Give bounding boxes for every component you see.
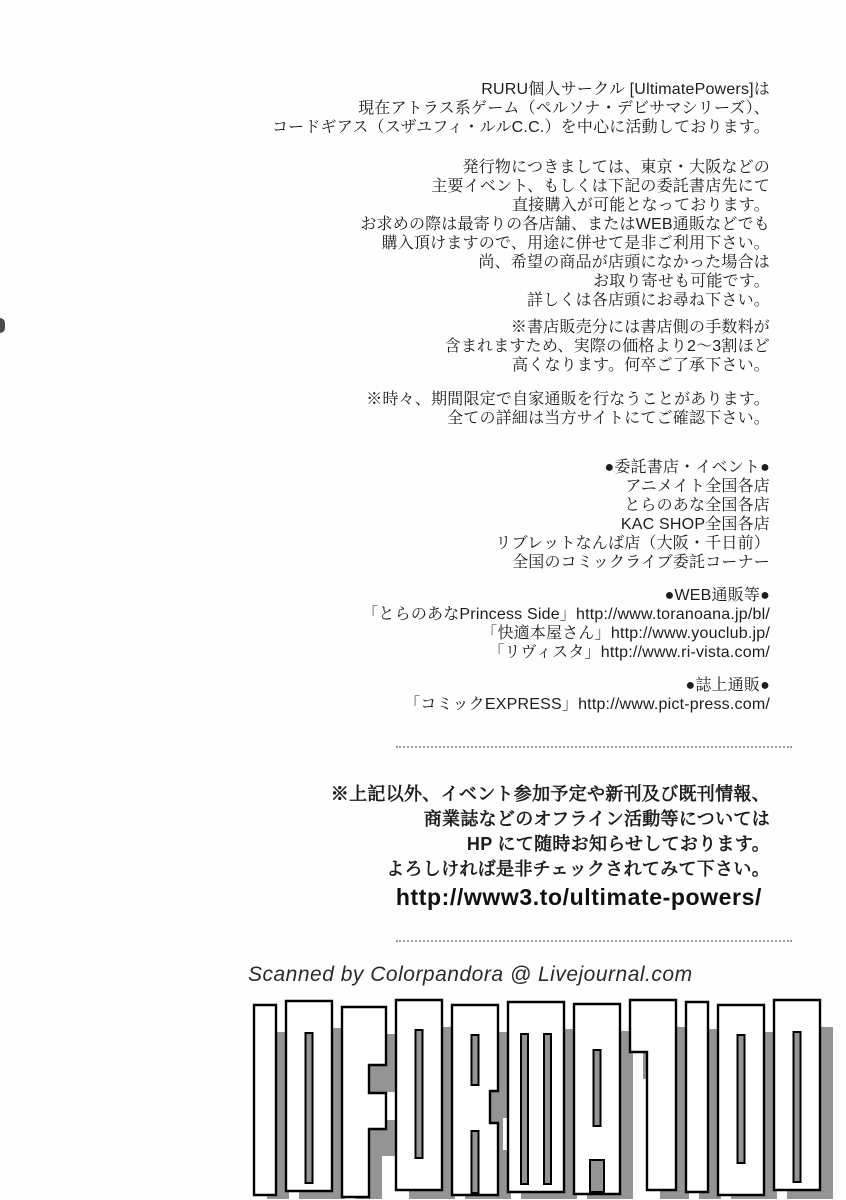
consignment-stores-list (130, 477, 770, 572)
text-line: HP にて随時お知らせしております。 (466, 834, 770, 854)
text-line: ※時々、期間限定で自家通販を行なうことがあります。 (366, 391, 770, 408)
web-sales-block (130, 586, 770, 662)
text-line: お求めの際は最寄りの各店舗、またはWEB通販などでも (360, 216, 770, 233)
text-line: 尚、希望の商品が店頭になかった場合は (478, 254, 770, 271)
store-item: リブレットなんば店（大阪・千日前） (495, 535, 770, 552)
bookstore-fee-note-block (130, 318, 770, 375)
magazine-sales-header: ●誌上通販● (685, 677, 770, 694)
circle-intro-block (130, 80, 770, 137)
text-line: コードギアス（スザユフィ・ルルC.C.）を中心に活動しております。 (271, 119, 770, 136)
purchase-info-block (130, 158, 770, 310)
dotted-divider-top (396, 746, 792, 748)
web-sales-header: ●WEB通販等● (664, 587, 770, 604)
store-item: 全国のコミックライブ委託コーナー (512, 554, 770, 571)
text-line: ※書店販売分には書店側の手数料が (510, 319, 770, 336)
web-sales-list (130, 605, 770, 662)
store-item: とらのあな全国各店 (624, 497, 770, 514)
mailorder-note-block (130, 390, 770, 428)
text-line: お取り寄せも可能です。 (593, 273, 770, 290)
scan-edge-artifact (0, 318, 5, 333)
text-line: 主要イベント、もしくは下記の委託書店先にて (431, 178, 770, 195)
magazine-sales-block (130, 676, 770, 714)
web-sales-item: 「快適本屋さん」http://www.youclub.jp/ (481, 625, 770, 642)
text-line: 詳しくは各店頭にお尋ね下さい。 (526, 292, 770, 309)
store-item: アニメイト全国各店 (625, 478, 770, 495)
web-sales-item: 「とらのあなPrincess Side」http://www.toranoana.jp/bl/ (362, 606, 770, 623)
text-line: 現在アトラス系ゲーム（ペルソナ・デビサマシリーズ）、 (358, 100, 770, 117)
consignment-stores-block (130, 458, 770, 572)
text-line: 発行物につきましては、東京・大阪などの (462, 159, 770, 176)
scan-credit: Scanned by Colorpandora @ Livejournal.com (248, 963, 693, 986)
site-url: http://www3.to/ultimate-powers/ (395, 884, 762, 910)
text-line: 購入頂けますので、用途に併せて是非ご利用下さい。 (381, 235, 770, 252)
magazine-sales-item: 「コミックEXPRESS」http://www.pict-press.com/ (404, 696, 770, 713)
web-sales-item: 「リヴィスタ」http://www.ri-vista.com/ (488, 644, 770, 661)
hp-notice-block (110, 782, 770, 882)
dotted-divider-bottom (396, 940, 792, 942)
text-line: 全ての詳細は当方サイトにてご確認下さい。 (447, 410, 770, 427)
store-item: KAC SHOP全国各店 (620, 516, 770, 533)
text-line: RURU個人サークル [UltimatePowers]は (481, 81, 770, 98)
text-line: 高くなります。何卒ご了承下さい。 (512, 357, 770, 374)
text-line: よろしければ是非チェックされてみて下さい。 (386, 859, 770, 879)
magazine-sales-list (130, 695, 770, 714)
information-logo (252, 997, 846, 1199)
text-line: 含まれますため、実際の価格より2～3割ほど (444, 338, 770, 355)
text-line: 直接購入が可能となっております。 (512, 197, 770, 214)
text-line: 商業誌などのオフライン活動等については (423, 809, 770, 829)
text-line: ※上記以外、イベント参加予定や新刊及び既刊情報、 (330, 784, 770, 804)
consignment-stores-header: ●委託書店・イベント● (604, 459, 770, 476)
